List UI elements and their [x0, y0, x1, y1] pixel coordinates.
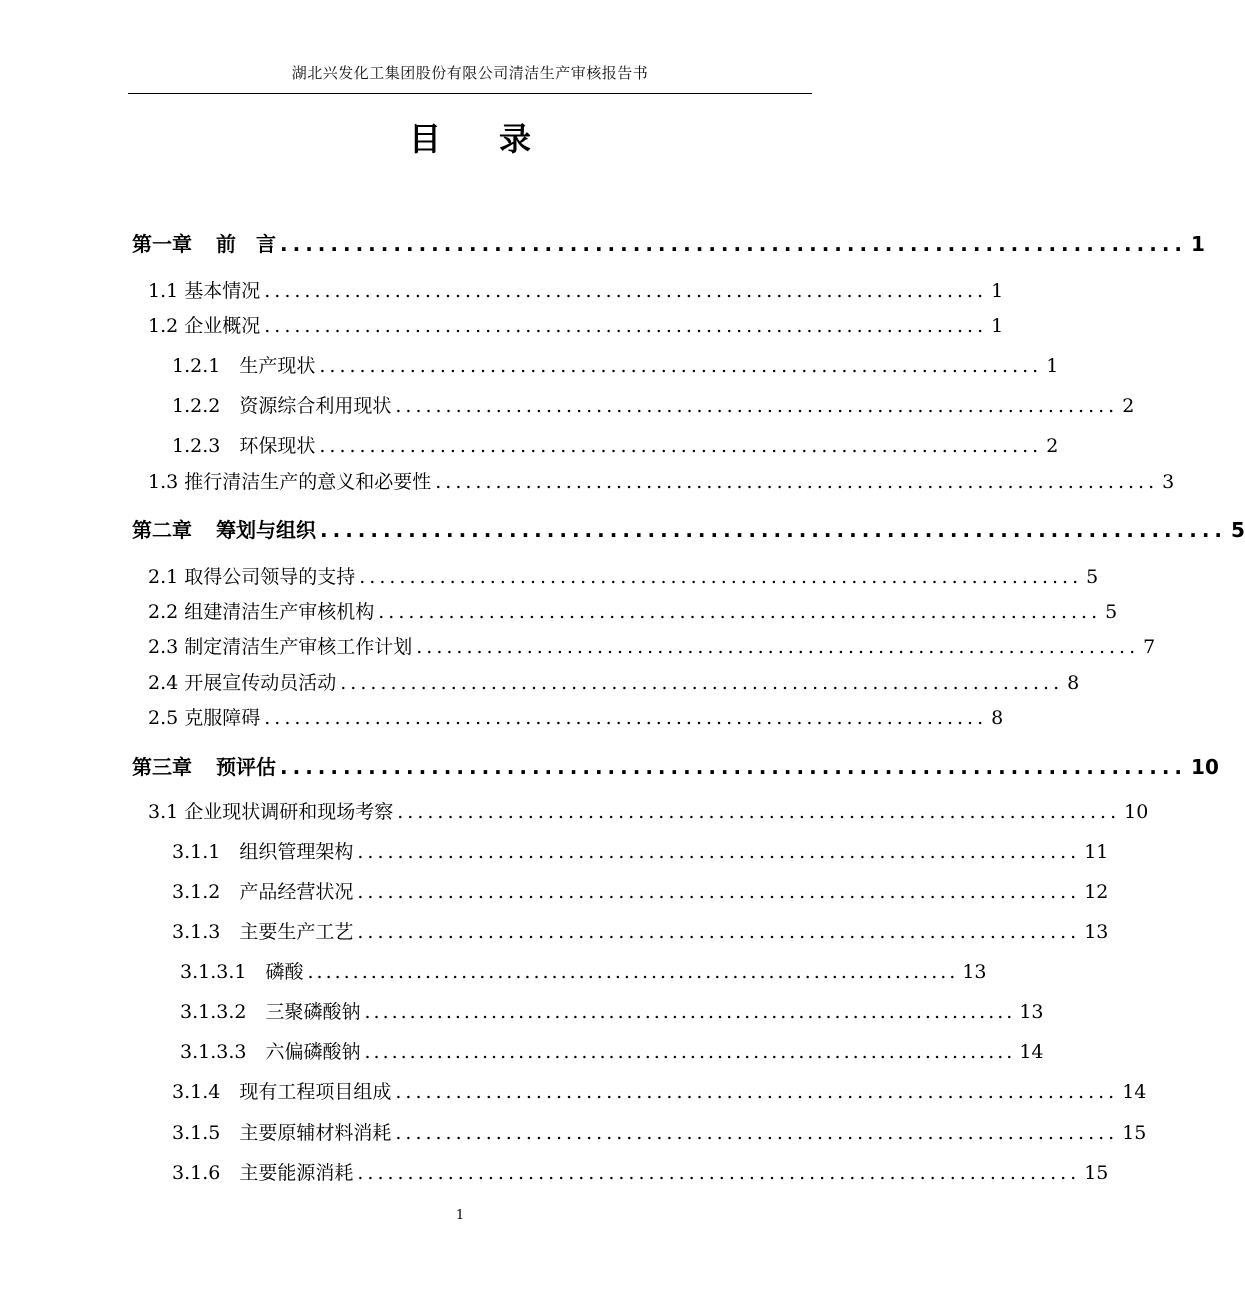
toc-page-number: 15 — [1122, 1122, 1147, 1144]
toc-chapter-3[interactable] — [132, 751, 1219, 780]
toc-title — [128, 114, 812, 160]
footer-page-number: 1 — [455, 1208, 465, 1223]
toc-entry-label: 2.4 开展宣传动员活动 — [148, 672, 337, 694]
toc-chapter-1[interactable] — [132, 228, 1205, 257]
toc-entry-label: 2.5 克服障碍 — [148, 707, 261, 729]
toc-entry-1-2-3[interactable] — [172, 431, 1059, 458]
toc-entry-1-3[interactable] — [148, 467, 1175, 494]
toc-page-number: 10 — [1124, 801, 1149, 823]
toc-entry-3-1-2[interactable] — [172, 877, 1109, 904]
toc-page-number: 3 — [1162, 471, 1175, 493]
toc-page-number: 2 — [1046, 435, 1059, 457]
toc-chapter-2[interactable] — [132, 514, 1245, 543]
toc-entry-3-1-3-3[interactable] — [180, 1037, 1044, 1064]
toc-entry-label: 1.2.2 资源综合利用现状 — [172, 395, 392, 417]
toc-leader-dots: ........................................................................ — [319, 355, 1043, 377]
toc-entry-label: 1.2.3 环保现状 — [172, 435, 316, 457]
toc-entry-label: 1.2 企业概况 — [148, 315, 261, 337]
toc-entry-label: 3.1.6 主要能源消耗 — [172, 1162, 354, 1184]
toc-page-number: 7 — [1143, 636, 1156, 658]
toc-page-number: 14 — [1122, 1081, 1147, 1103]
toc-page-number: 15 — [1084, 1162, 1109, 1184]
toc-page-number: 14 — [1019, 1041, 1044, 1063]
running-header: 湖北兴发化工集团股份有限公司清洁生产审核报告书 — [291, 64, 649, 82]
toc-leader-dots: ........................................................................ — [340, 672, 1064, 694]
toc-leader-dots: ........................................................................ — [395, 1122, 1119, 1144]
toc-entry-3-1-1[interactable] — [172, 837, 1109, 864]
toc-page-number: 1 — [1191, 232, 1205, 256]
toc-chapter-label: 第一章 前 言 — [132, 232, 276, 256]
toc-entry-1-1[interactable] — [148, 276, 1004, 303]
toc-page-number: 1 — [991, 315, 1004, 337]
toc-entry-2-4[interactable] — [148, 668, 1080, 695]
toc-entry-2-1[interactable] — [148, 562, 1099, 589]
toc-entry-3-1-3-2[interactable] — [180, 997, 1044, 1024]
toc-leader-dots: ........................................................................ — [378, 601, 1102, 623]
toc-entry-3-1-3-1[interactable] — [180, 957, 987, 984]
toc-entry-label: 3.1 企业现状调研和现场考察 — [148, 801, 394, 823]
toc-leader-dots: ........................................................................ — [357, 881, 1081, 903]
toc-leader-dots: ........................................................................ — [319, 435, 1043, 457]
toc-entry-3-1-4[interactable] — [172, 1077, 1147, 1104]
toc-entry-label: 3.1.3.2 三聚磷酸钠 — [180, 1001, 361, 1023]
toc-entry-label: 2.3 制定清洁生产审核工作计划 — [148, 636, 413, 658]
toc-entry-1-2[interactable] — [148, 311, 1004, 338]
toc-entry-1-2-2[interactable] — [172, 391, 1135, 418]
toc-leader-dots: ........................................................................ — [357, 921, 1081, 943]
toc-entry-label: 3.1.3.1 磷酸 — [180, 961, 304, 983]
toc-page-number: 2 — [1122, 395, 1135, 417]
toc-leader-dots: ........................................................................ — [264, 280, 988, 302]
toc-title-char-2: 录 — [499, 120, 532, 158]
toc-entry-3-1-3[interactable] — [172, 917, 1109, 944]
toc-entry-label: 3.1.4 现有工程项目组成 — [172, 1081, 392, 1103]
toc-page-number: 11 — [1084, 841, 1109, 863]
toc-entry-2-5[interactable] — [148, 703, 1004, 730]
toc-leader-dots: ........................................................................ — [416, 636, 1140, 658]
toc-entry-1-2-1[interactable] — [172, 351, 1059, 378]
toc-page-number: 8 — [1067, 672, 1080, 694]
toc-entry-3-1-6[interactable] — [172, 1158, 1109, 1185]
toc-entry-label: 3.1.2 产品经营状况 — [172, 881, 354, 903]
toc-title-char-1: 目 — [408, 120, 441, 158]
toc-leader-dots: ........................................................................ — [357, 841, 1081, 863]
toc-entry-label: 1.3 推行清洁生产的意义和必要性 — [148, 471, 432, 493]
toc-entry-3-1[interactable] — [148, 797, 1149, 824]
toc-leader-dots: ........................................................................ — [395, 1081, 1119, 1103]
toc-leader-dots: ........................................................................ — [397, 801, 1121, 823]
toc-leader-dots: ........................................................................ — [280, 755, 1188, 779]
toc-entry-label: 3.1.3 主要生产工艺 — [172, 921, 354, 943]
toc-leader-dots: ........................................................................ — [280, 232, 1188, 256]
toc-leader-dots: ........................................................................ — [307, 961, 959, 983]
header-rule — [128, 93, 812, 94]
toc-chapter-label: 第二章 筹划与组织 — [132, 518, 316, 542]
toc-page-number: 13 — [1019, 1001, 1044, 1023]
toc-entry-2-2[interactable] — [148, 597, 1118, 624]
toc-entry-label: 1.2.1 生产现状 — [172, 355, 316, 377]
toc-entry-label: 2.2 组建清洁生产审核机构 — [148, 601, 375, 623]
toc-leader-dots: ........................................................................ — [264, 707, 988, 729]
toc-leader-dots: ........................................................................ — [357, 1162, 1081, 1184]
toc-page-number: 5 — [1105, 601, 1118, 623]
toc-leader-dots: ........................................................................ — [320, 518, 1228, 542]
toc-entry-2-3[interactable] — [148, 632, 1156, 659]
toc-leader-dots: ........................................................................ — [435, 471, 1159, 493]
toc-entry-label: 1.1 基本情况 — [148, 280, 261, 302]
toc-page-number: 5 — [1231, 518, 1245, 542]
toc-page-number: 10 — [1191, 755, 1219, 779]
toc-entry-label: 3.1.5 主要原辅材料消耗 — [172, 1122, 392, 1144]
toc-page-number: 5 — [1086, 566, 1099, 588]
toc-page-number: 13 — [1084, 921, 1109, 943]
toc-leader-dots: ........................................................................ — [395, 395, 1119, 417]
toc-leader-dots: ........................................................................ — [359, 566, 1083, 588]
toc-page-number: 8 — [991, 707, 1004, 729]
toc-entry-3-1-5[interactable] — [172, 1118, 1147, 1145]
toc-page-number: 1 — [991, 280, 1004, 302]
toc-leader-dots: ........................................................................ — [364, 1041, 1016, 1063]
toc-entry-label: 3.1.1 组织管理架构 — [172, 841, 354, 863]
toc-page-number: 1 — [1046, 355, 1059, 377]
toc-entry-label: 2.1 取得公司领导的支持 — [148, 566, 356, 588]
toc-chapter-label: 第三章 预评估 — [132, 755, 276, 779]
toc-page-number: 12 — [1084, 881, 1109, 903]
toc-page-number: 13 — [962, 961, 987, 983]
toc-leader-dots: ........................................................................ — [364, 1001, 1016, 1023]
toc-entry-label: 3.1.3.3 六偏磷酸钠 — [180, 1041, 361, 1063]
toc-leader-dots: ........................................................................ — [264, 315, 988, 337]
